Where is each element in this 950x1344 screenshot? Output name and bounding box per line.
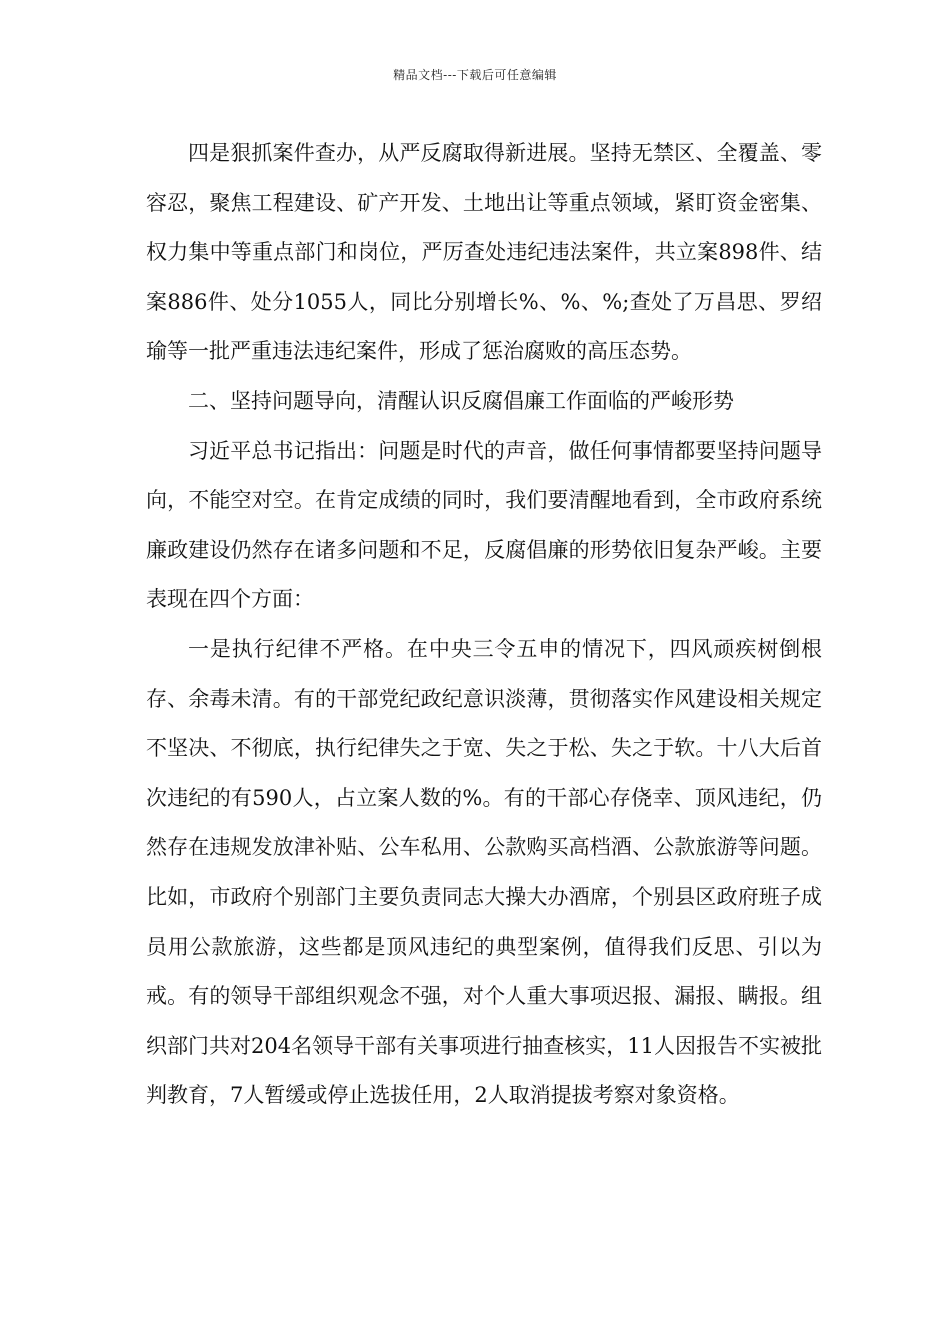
paragraph-problem-awareness: 习近平总书记指出：问题是时代的声音，做任何事情都要坚持问题导向，不能空对空。在肯定成绩的同时，我们要清醒地看到，全市政府系统廉政建设仍然存在诸多问题和不足，反腐倡廉的形势依旧复杂严峻。主要表现在四个方面： <box>146 438 822 612</box>
page-header: 精品文档---下载后可任意编辑 <box>393 68 557 82</box>
section-heading-problem-orientation: 二、坚持问题导向，清醒认识反腐倡廉工作面临的严峻形势 <box>188 388 734 413</box>
paragraph-case-investigation: 四是狠抓案件查办，从严反腐取得新进展。坚持无禁区、全覆盖、零容忍，聚焦工程建设、矿产开发、土地出让等重点领域，紧盯资金密集、权力集中等重点部门和岗位，严厉查处违纪违法案件，共立案898件、结案886件、处分1055人，同比分别增长%、%、%;查处了万昌思、罗绍瑜等一批严重违法违纪案件，形成了惩治腐败的高压态势。 <box>146 141 822 364</box>
paragraph-discipline-enforcement: 一是执行纪律不严格。在中央三令五申的情况下，四风顽疾树倒根存、余毒未清。有的干部党纪政纪意识淡薄，贯彻落实作风建设相关规定不坚决、不彻底，执行纪律失之于宽、失之于松、失之于软。十八大后首次违纪的有590人，占立案人数的%。有的干部心存侥幸、顶风违纪，仍然存在违规发放津补贴、公车私用、公款购买高档酒、公款旅游等问题。比如，市政府个别部门主要负责同志大操大办酒席，个别县区政府班子成员用公款旅游，这些都是顶风违纪的典型案例，值得我们反思、引以为戒。有的领导干部组织观念不强，对个人重大事项迟报、漏报、瞒报。组织部门共对204名领导干部有关事项进行抽查核实，11人因报告不实被批判教育，7人暂缓或停止选拔任用，2人取消提拔考察对象资格。 <box>146 636 822 1108</box>
document-body <box>146 129 822 1121</box>
